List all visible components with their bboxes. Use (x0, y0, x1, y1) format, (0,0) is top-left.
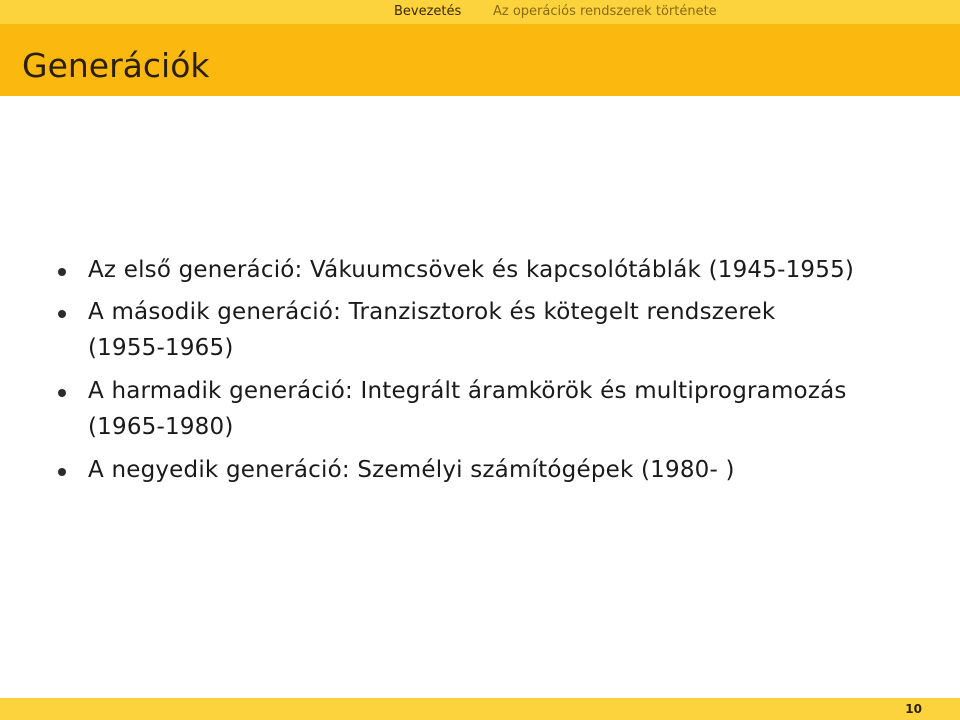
nav-subsection-link[interactable]: Az operációs rendszerek története (493, 4, 717, 19)
bullet-3-marker (58, 389, 66, 397)
bullet-2-text-line-2: (1955-1965) (88, 335, 234, 361)
bullet-4-text: A negyedik generáció: Személyi számítógépek (1980- ) (88, 457, 735, 483)
page-number: 10 (905, 702, 922, 716)
bullet-3-text-line-2: (1965-1980) (88, 414, 234, 440)
bullet-2-text-line-1: A második generáció: Tranzisztorok és kötegelt rendszerek (88, 299, 776, 325)
bullet-4-marker (58, 468, 66, 476)
nav-section-link[interactable]: Bevezetés (394, 4, 462, 19)
footer-bar (0, 698, 960, 720)
bullet-1-text: Az első generáció: Vákuumcsövek és kapcsolótáblák (1945-1955) (88, 257, 855, 283)
bullet-2-marker (58, 310, 66, 318)
slide-title: Generációk (22, 46, 210, 85)
bullet-1-marker (58, 268, 66, 276)
bullet-3-text-line-1: A harmadik generáció: Integrált áramkörök és multiprogramozás (88, 378, 847, 404)
